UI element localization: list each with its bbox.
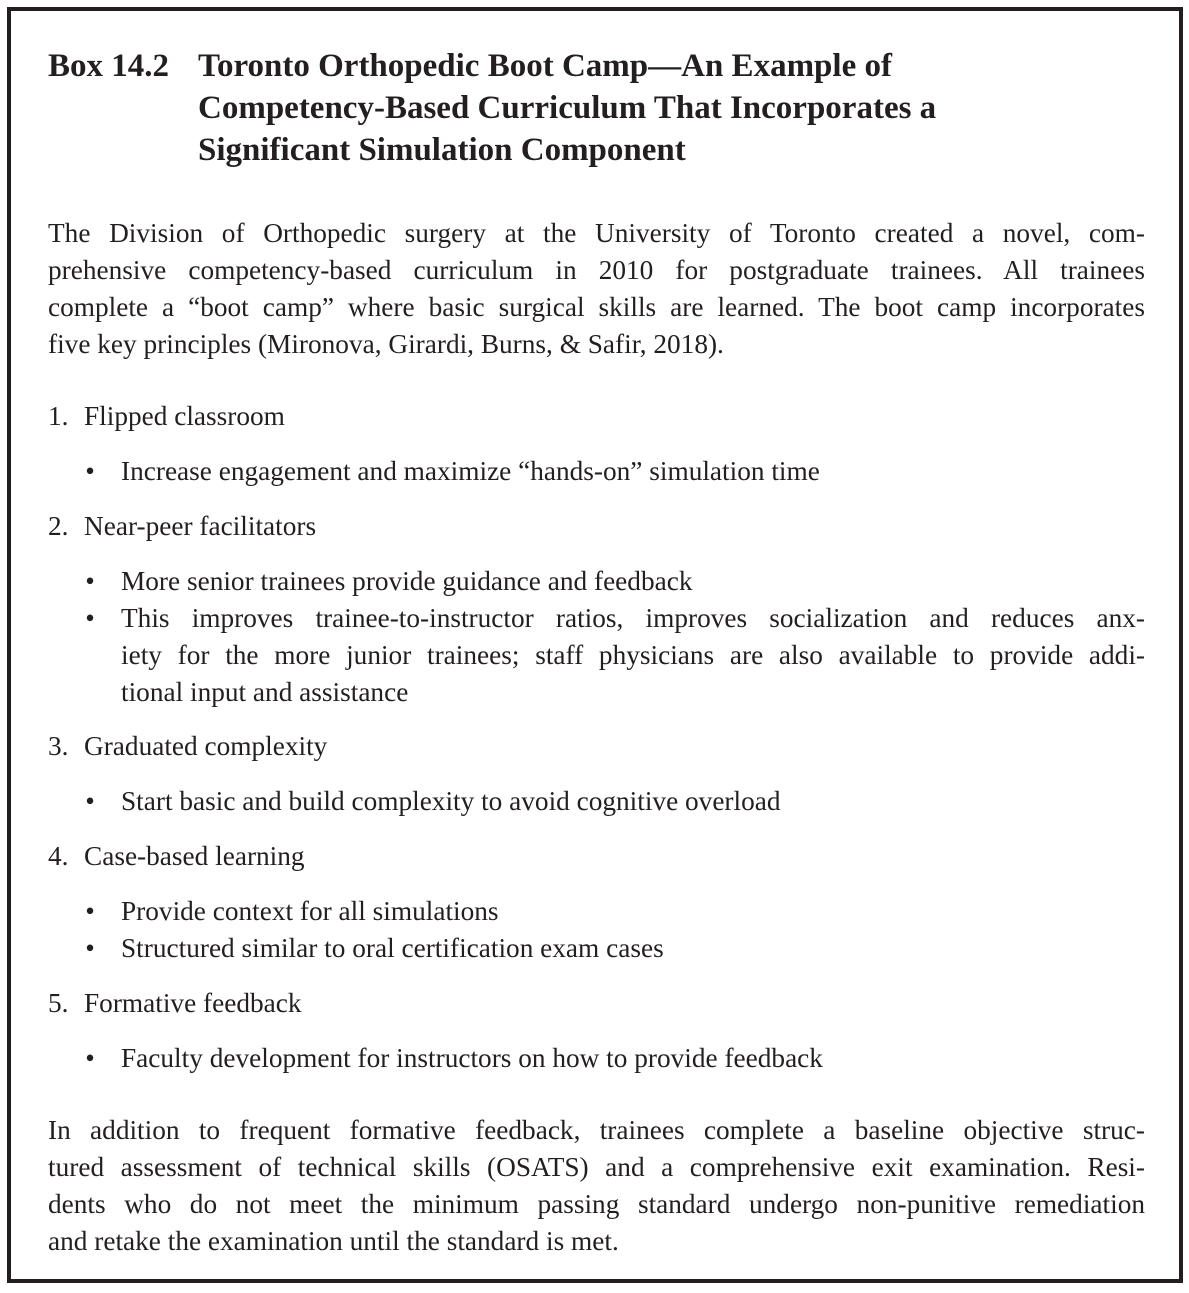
principle-number: 4.: [48, 841, 69, 871]
closing-line: and retake the examination until the standard is met.: [48, 1226, 619, 1256]
intro-line: prehensive competency-based curriculum in 2010 for postgraduate trainees. All trainees: [48, 255, 1145, 285]
intro-line: complete a “boot camp” where basic surgical skills are learned. The boot camp incorporates: [48, 292, 1145, 322]
bullet-text: More senior trainees provide guidance and feedback: [121, 566, 693, 596]
title-line: Significant Simulation Component: [198, 132, 686, 168]
principle-label: Formative feedback: [84, 988, 302, 1018]
principle-number: 1.: [48, 401, 69, 431]
principle-item-2: [48, 508, 316, 545]
closing-line: tured assessment of technical skills (OSATS) and a comprehensive exit examination. Resi-: [48, 1152, 1145, 1182]
bullet-icon: •: [85, 566, 95, 596]
bullet-icon: •: [85, 603, 95, 633]
closing-line: In addition to frequent formative feedback, trainees complete a baseline objective struc-: [48, 1115, 1145, 1145]
bullet-text-line: This improves trainee-to-instructor ratios, improves socialization and reduces anx-: [121, 603, 1145, 633]
bullet-icon: •: [85, 456, 95, 486]
intro-line: The Division of Orthopedic surgery at the University of Toronto created a novel, com-: [48, 218, 1145, 248]
principle-label: Near-peer facilitators: [84, 511, 317, 541]
intro-line: five key principles (Mironova, Girardi, Burns, & Safir, 2018).: [48, 329, 724, 359]
bullet-text: Increase engagement and maximize “hands-on” simulation time: [121, 456, 820, 486]
principle-number: 5.: [48, 988, 69, 1018]
title-line: Toronto Orthopedic Boot Camp—An Example of: [198, 48, 892, 84]
principle-label: Case-based learning: [84, 841, 305, 871]
bullet-icon: •: [85, 896, 95, 926]
intro-paragraph: [48, 215, 1145, 363]
box-title: [48, 45, 1148, 171]
title-line: Competency-Based Curriculum That Incorporates a: [198, 90, 937, 126]
bullet-text-line: iety for the more junior trainees; staff physicians are also available to provide addi-: [121, 640, 1145, 670]
bullet-icon: •: [85, 933, 95, 963]
bullet-text-line: tional input and assistance: [121, 677, 409, 707]
closing-line: dents who do not meet the minimum passing standard undergo non-punitive remediation: [48, 1189, 1145, 1219]
principle-number: 3.: [48, 731, 69, 761]
bullet-text: Start basic and build complexity to avoid cognitive overload: [121, 786, 781, 816]
bullet-icon: •: [85, 1043, 95, 1073]
principle-label: Flipped classroom: [84, 401, 285, 431]
principle-number: 2.: [48, 511, 69, 541]
closing-paragraph: [48, 1112, 1145, 1260]
principle-label: Graduated complexity: [84, 731, 328, 761]
box-title-text: [198, 45, 1148, 171]
bullet-text: Faculty development for instructors on how to provide feedback: [121, 1043, 823, 1073]
principle-item-1: [48, 398, 285, 435]
text-box: [7, 7, 1183, 1283]
principle-item-5: [48, 985, 302, 1022]
principle-item-4: [48, 838, 305, 875]
principle-item-3: [48, 728, 327, 765]
bullet-text: Provide context for all simulations: [121, 896, 499, 926]
bullet-icon: •: [85, 786, 95, 816]
bullet-text: Structured similar to oral certification exam cases: [121, 933, 664, 963]
box-label: Box 14.2: [48, 48, 170, 84]
